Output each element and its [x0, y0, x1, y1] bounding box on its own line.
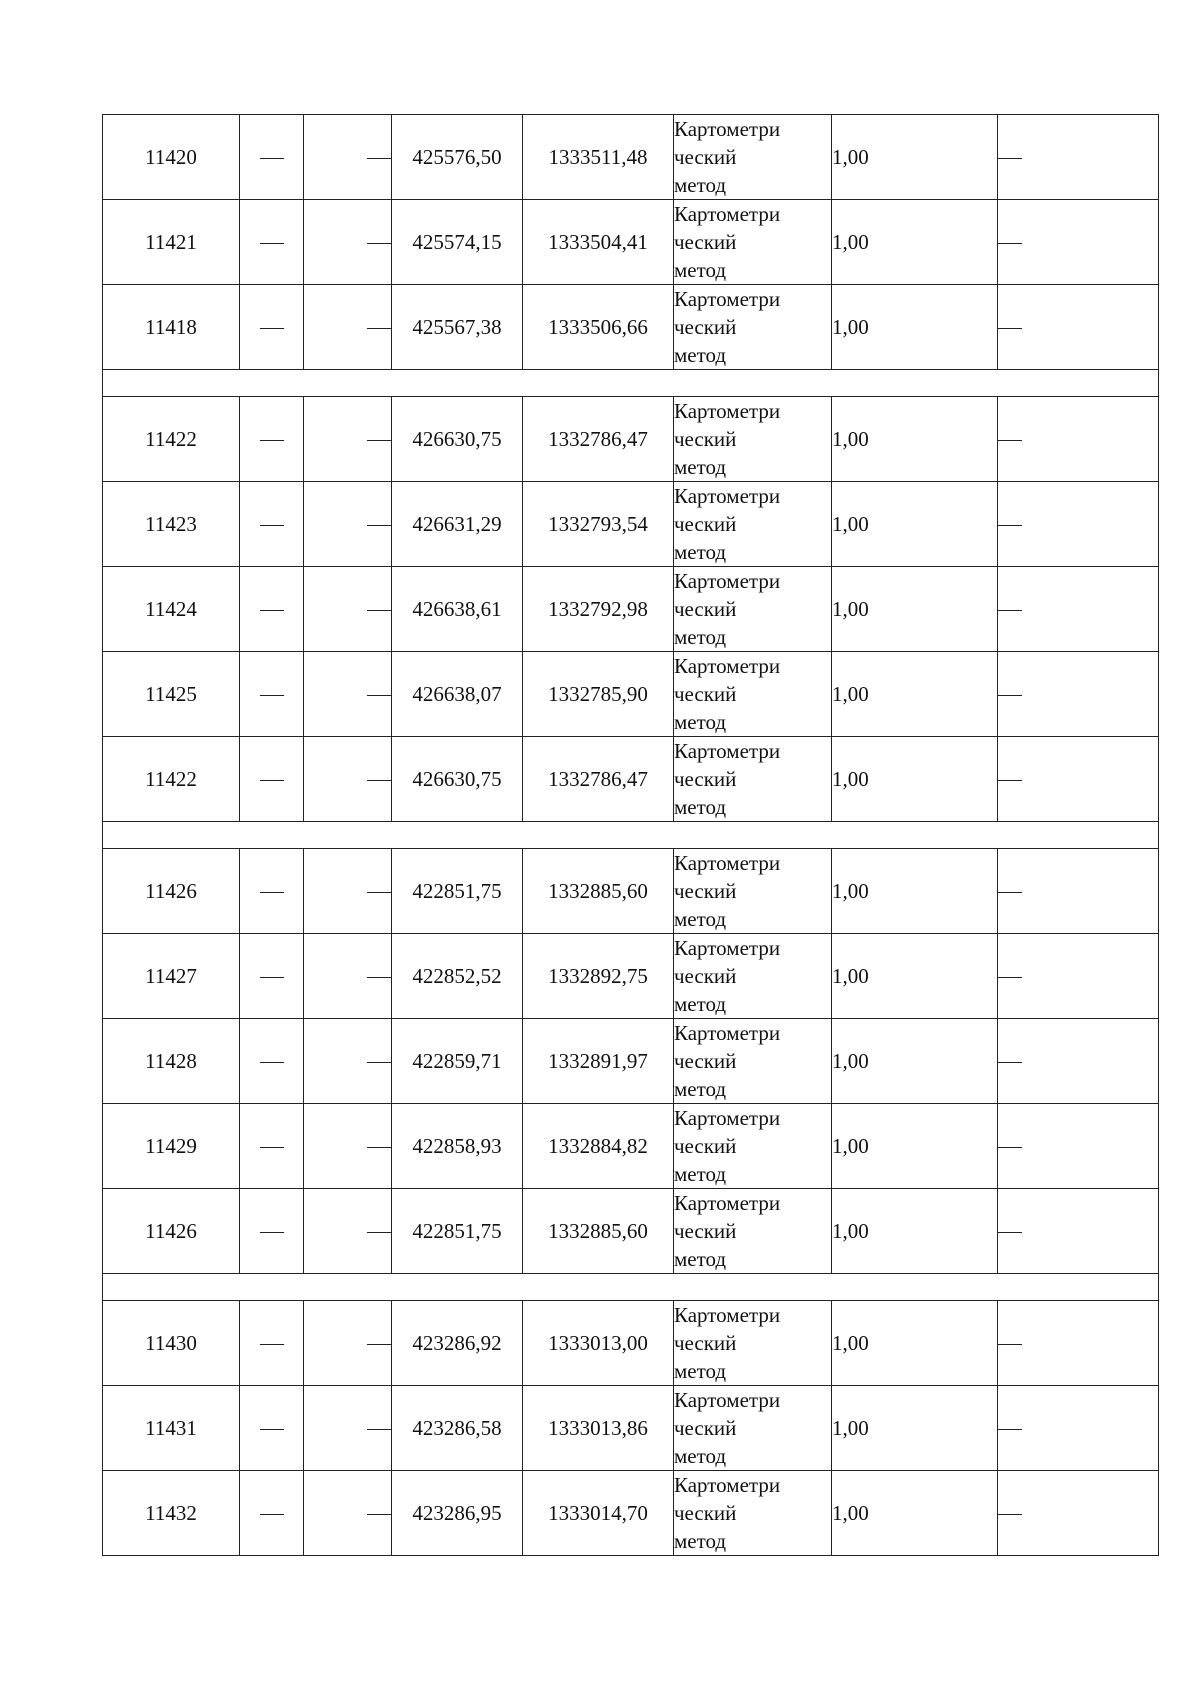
coordinate-y-cell: 1332785,90: [523, 652, 674, 737]
group-separator-cell: [103, 822, 1159, 849]
point-number-cell: 11426: [103, 1189, 240, 1274]
dash-mark: [998, 892, 1022, 893]
group-separator-row: [103, 1274, 1159, 1301]
table-body: [103, 115, 1159, 1556]
empty-dash-cell: [240, 200, 304, 285]
dash-mark: [998, 1344, 1022, 1345]
point-number-cell: 11422: [103, 737, 240, 822]
table-row: [103, 115, 1159, 200]
method-text-line: метод: [674, 258, 727, 282]
point-number-cell: 11430: [103, 1301, 240, 1386]
dash-mark: [998, 1062, 1022, 1063]
description-cell: [998, 737, 1159, 822]
coordinate-y-cell: 1332891,97: [523, 1019, 674, 1104]
description-cell: [998, 934, 1159, 1019]
point-number-cell: 11418: [103, 285, 240, 370]
method-cell: [674, 1471, 832, 1556]
dash-mark: [367, 158, 391, 159]
coordinate-y-cell: 1333506,66: [523, 285, 674, 370]
coordinate-x-cell: 425574,15: [392, 200, 523, 285]
coordinate-x-cell: 422858,93: [392, 1104, 523, 1189]
accuracy-cell: 1,00: [832, 1189, 998, 1274]
dash-mark: [260, 780, 284, 781]
coordinate-x-cell: 423286,92: [392, 1301, 523, 1386]
coordinate-y-cell: 1333013,86: [523, 1386, 674, 1471]
method-text-line: ческий: [674, 1331, 737, 1355]
coordinate-x-cell: 426638,61: [392, 567, 523, 652]
method-text-line: ческий: [674, 230, 737, 254]
table-row: [103, 1019, 1159, 1104]
method-text-line: Картометри: [674, 287, 781, 311]
dash-mark: [367, 440, 391, 441]
method-cell: [674, 1104, 832, 1189]
dash-mark: [260, 1147, 284, 1148]
accuracy-cell: 1,00: [832, 934, 998, 1019]
empty-dash-cell: [240, 1019, 304, 1104]
method-text-line: Картометри: [674, 936, 781, 960]
table-row: [103, 1386, 1159, 1471]
empty-dash-cell: [304, 1301, 392, 1386]
description-cell: [998, 652, 1159, 737]
method-cell: [674, 849, 832, 934]
method-cell: [674, 200, 832, 285]
dash-mark: [367, 328, 391, 329]
empty-dash-cell: [304, 1019, 392, 1104]
dash-mark: [998, 243, 1022, 244]
method-text-line: метод: [674, 173, 727, 197]
dash-mark: [260, 1514, 284, 1515]
dash-mark: [998, 158, 1022, 159]
method-cell: [674, 737, 832, 822]
coordinate-y-cell: 1332793,54: [523, 482, 674, 567]
coordinate-y-cell: 1332884,82: [523, 1104, 674, 1189]
point-number-cell: 11420: [103, 115, 240, 200]
dash-mark: [367, 1062, 391, 1063]
dash-mark: [998, 695, 1022, 696]
method-text-line: ческий: [674, 964, 737, 988]
empty-dash-cell: [240, 849, 304, 934]
dash-mark: [260, 1344, 284, 1345]
method-text-line: Картометри: [674, 1473, 781, 1497]
coordinate-x-cell: 425576,50: [392, 115, 523, 200]
table-row: [103, 482, 1159, 567]
coordinate-x-cell: 422859,71: [392, 1019, 523, 1104]
coordinate-x-cell: 426630,75: [392, 737, 523, 822]
dash-mark: [367, 977, 391, 978]
method-text-line: метод: [674, 795, 727, 819]
accuracy-cell: 1,00: [832, 200, 998, 285]
table-row: [103, 737, 1159, 822]
coordinate-y-cell: 1333511,48: [523, 115, 674, 200]
group-separator-row: [103, 370, 1159, 397]
empty-dash-cell: [240, 397, 304, 482]
dash-mark: [367, 610, 391, 611]
method-text-line: метод: [674, 455, 727, 479]
empty-dash-cell: [304, 1471, 392, 1556]
method-text-line: метод: [674, 1444, 727, 1468]
empty-dash-cell: [304, 115, 392, 200]
dash-mark: [367, 1514, 391, 1515]
description-cell: [998, 1301, 1159, 1386]
accuracy-cell: 1,00: [832, 567, 998, 652]
table-row: [103, 200, 1159, 285]
method-text-line: Картометри: [674, 1303, 781, 1327]
description-cell: [998, 567, 1159, 652]
coordinate-y-cell: 1332792,98: [523, 567, 674, 652]
table-row: [103, 1189, 1159, 1274]
description-cell: [998, 849, 1159, 934]
point-number-cell: 11426: [103, 849, 240, 934]
method-cell: [674, 115, 832, 200]
dash-mark: [367, 243, 391, 244]
dash-mark: [260, 158, 284, 159]
method-text-line: ческий: [674, 682, 737, 706]
empty-dash-cell: [304, 200, 392, 285]
method-text-line: ческий: [674, 512, 737, 536]
dash-mark: [367, 1232, 391, 1233]
empty-dash-cell: [240, 737, 304, 822]
description-cell: [998, 285, 1159, 370]
method-text-line: метод: [674, 1077, 727, 1101]
dash-mark: [998, 1147, 1022, 1148]
table-row: [103, 1471, 1159, 1556]
empty-dash-cell: [240, 1471, 304, 1556]
method-cell: [674, 1301, 832, 1386]
accuracy-cell: 1,00: [832, 285, 998, 370]
method-text-line: ческий: [674, 1416, 737, 1440]
dash-mark: [260, 440, 284, 441]
point-number-cell: 11432: [103, 1471, 240, 1556]
method-cell: [674, 1019, 832, 1104]
method-text-line: метод: [674, 625, 727, 649]
table-row: [103, 849, 1159, 934]
group-separator-cell: [103, 370, 1159, 397]
method-text-line: Картометри: [674, 739, 781, 763]
table-row: [103, 397, 1159, 482]
method-text-line: ческий: [674, 767, 737, 791]
accuracy-cell: 1,00: [832, 1471, 998, 1556]
point-number-cell: 11422: [103, 397, 240, 482]
description-cell: [998, 115, 1159, 200]
table-row: [103, 285, 1159, 370]
method-text-line: Картометри: [674, 1021, 781, 1045]
accuracy-cell: 1,00: [832, 652, 998, 737]
coordinate-y-cell: 1332885,60: [523, 849, 674, 934]
empty-dash-cell: [304, 652, 392, 737]
empty-dash-cell: [304, 1386, 392, 1471]
description-cell: [998, 200, 1159, 285]
coordinate-x-cell: 423286,58: [392, 1386, 523, 1471]
coordinate-y-cell: 1333504,41: [523, 200, 674, 285]
accuracy-cell: 1,00: [832, 849, 998, 934]
dash-mark: [998, 525, 1022, 526]
coordinate-y-cell: 1332885,60: [523, 1189, 674, 1274]
dash-mark: [367, 525, 391, 526]
dash-mark: [260, 525, 284, 526]
group-separator-row: [103, 822, 1159, 849]
method-text-line: Картометри: [674, 1388, 781, 1412]
dash-mark: [260, 1062, 284, 1063]
dash-mark: [260, 1429, 284, 1430]
empty-dash-cell: [240, 1189, 304, 1274]
table-row: [103, 934, 1159, 1019]
method-text-line: метод: [674, 1247, 727, 1271]
coordinates-table: [102, 114, 1159, 1556]
coordinate-y-cell: 1333013,00: [523, 1301, 674, 1386]
dash-mark: [367, 780, 391, 781]
method-text-line: метод: [674, 1162, 727, 1186]
accuracy-cell: 1,00: [832, 397, 998, 482]
method-text-line: ческий: [674, 315, 737, 339]
point-number-cell: 11423: [103, 482, 240, 567]
description-cell: [998, 397, 1159, 482]
point-number-cell: 11431: [103, 1386, 240, 1471]
empty-dash-cell: [240, 652, 304, 737]
accuracy-cell: 1,00: [832, 737, 998, 822]
method-cell: [674, 1386, 832, 1471]
dash-mark: [367, 892, 391, 893]
empty-dash-cell: [240, 567, 304, 652]
empty-dash-cell: [304, 737, 392, 822]
method-text-line: Картометри: [674, 569, 781, 593]
empty-dash-cell: [240, 285, 304, 370]
description-cell: [998, 1019, 1159, 1104]
method-text-line: Картометри: [674, 1191, 781, 1215]
method-text-line: ческий: [674, 1049, 737, 1073]
empty-dash-cell: [304, 482, 392, 567]
description-cell: [998, 482, 1159, 567]
method-text-line: ческий: [674, 1134, 737, 1158]
coordinate-x-cell: 426631,29: [392, 482, 523, 567]
dash-mark: [998, 1429, 1022, 1430]
method-text-line: метод: [674, 992, 727, 1016]
method-text-line: метод: [674, 540, 727, 564]
empty-dash-cell: [240, 1104, 304, 1189]
point-number-cell: 11425: [103, 652, 240, 737]
description-cell: [998, 1471, 1159, 1556]
point-number-cell: 11428: [103, 1019, 240, 1104]
method-text-line: ческий: [674, 427, 737, 451]
coordinate-x-cell: 422851,75: [392, 1189, 523, 1274]
dash-mark: [367, 695, 391, 696]
empty-dash-cell: [304, 1189, 392, 1274]
accuracy-cell: 1,00: [832, 1104, 998, 1189]
table-row: [103, 652, 1159, 737]
coordinate-y-cell: 1333014,70: [523, 1471, 674, 1556]
coordinate-x-cell: 423286,95: [392, 1471, 523, 1556]
method-text-line: ческий: [674, 1501, 737, 1525]
accuracy-cell: 1,00: [832, 482, 998, 567]
description-cell: [998, 1189, 1159, 1274]
accuracy-cell: 1,00: [832, 1386, 998, 1471]
method-text-line: ческий: [674, 597, 737, 621]
dash-mark: [367, 1344, 391, 1345]
table-row: [103, 1301, 1159, 1386]
empty-dash-cell: [240, 1301, 304, 1386]
method-cell: [674, 482, 832, 567]
coordinate-y-cell: 1332786,47: [523, 737, 674, 822]
method-text-line: метод: [674, 1529, 727, 1553]
empty-dash-cell: [304, 849, 392, 934]
point-number-cell: 11421: [103, 200, 240, 285]
dash-mark: [260, 243, 284, 244]
method-cell: [674, 934, 832, 1019]
method-cell: [674, 567, 832, 652]
accuracy-cell: 1,00: [832, 1019, 998, 1104]
empty-dash-cell: [304, 567, 392, 652]
dash-mark: [998, 977, 1022, 978]
description-cell: [998, 1386, 1159, 1471]
coordinate-x-cell: 425567,38: [392, 285, 523, 370]
dash-mark: [260, 695, 284, 696]
dash-mark: [998, 780, 1022, 781]
method-text-line: метод: [674, 1359, 727, 1383]
method-cell: [674, 397, 832, 482]
table-row: [103, 1104, 1159, 1189]
method-text-line: Картометри: [674, 851, 781, 875]
method-cell: [674, 652, 832, 737]
empty-dash-cell: [240, 482, 304, 567]
dash-mark: [998, 610, 1022, 611]
empty-dash-cell: [304, 934, 392, 1019]
method-text-line: Картометри: [674, 484, 781, 508]
group-separator-cell: [103, 1274, 1159, 1301]
method-text-line: метод: [674, 343, 727, 367]
method-text-line: метод: [674, 710, 727, 734]
empty-dash-cell: [304, 397, 392, 482]
dash-mark: [998, 328, 1022, 329]
coordinate-y-cell: 1332786,47: [523, 397, 674, 482]
method-text-line: Картометри: [674, 1106, 781, 1130]
method-cell: [674, 1189, 832, 1274]
empty-dash-cell: [240, 115, 304, 200]
dash-mark: [998, 1232, 1022, 1233]
coordinate-x-cell: 426638,07: [392, 652, 523, 737]
method-text-line: ческий: [674, 1219, 737, 1243]
coordinate-x-cell: 422851,75: [392, 849, 523, 934]
dash-mark: [367, 1429, 391, 1430]
point-number-cell: 11424: [103, 567, 240, 652]
method-text-line: Картометри: [674, 654, 781, 678]
empty-dash-cell: [240, 1386, 304, 1471]
coordinate-x-cell: 422852,52: [392, 934, 523, 1019]
method-text-line: Картометри: [674, 399, 781, 423]
accuracy-cell: 1,00: [832, 115, 998, 200]
point-number-cell: 11429: [103, 1104, 240, 1189]
method-cell: [674, 285, 832, 370]
accuracy-cell: 1,00: [832, 1301, 998, 1386]
method-text-line: метод: [674, 907, 727, 931]
point-number-cell: 11427: [103, 934, 240, 1019]
table-row: [103, 567, 1159, 652]
method-text-line: Картометри: [674, 202, 781, 226]
coordinate-y-cell: 1332892,75: [523, 934, 674, 1019]
empty-dash-cell: [240, 934, 304, 1019]
dash-mark: [998, 1514, 1022, 1515]
description-cell: [998, 1104, 1159, 1189]
coordinate-x-cell: 426630,75: [392, 397, 523, 482]
method-text-line: ческий: [674, 145, 737, 169]
dash-mark: [260, 1232, 284, 1233]
dash-mark: [260, 328, 284, 329]
dash-mark: [260, 610, 284, 611]
dash-mark: [998, 440, 1022, 441]
dash-mark: [260, 892, 284, 893]
dash-mark: [260, 977, 284, 978]
empty-dash-cell: [304, 285, 392, 370]
empty-dash-cell: [304, 1104, 392, 1189]
dash-mark: [367, 1147, 391, 1148]
method-text-line: Картометри: [674, 117, 781, 141]
method-text-line: ческий: [674, 879, 737, 903]
